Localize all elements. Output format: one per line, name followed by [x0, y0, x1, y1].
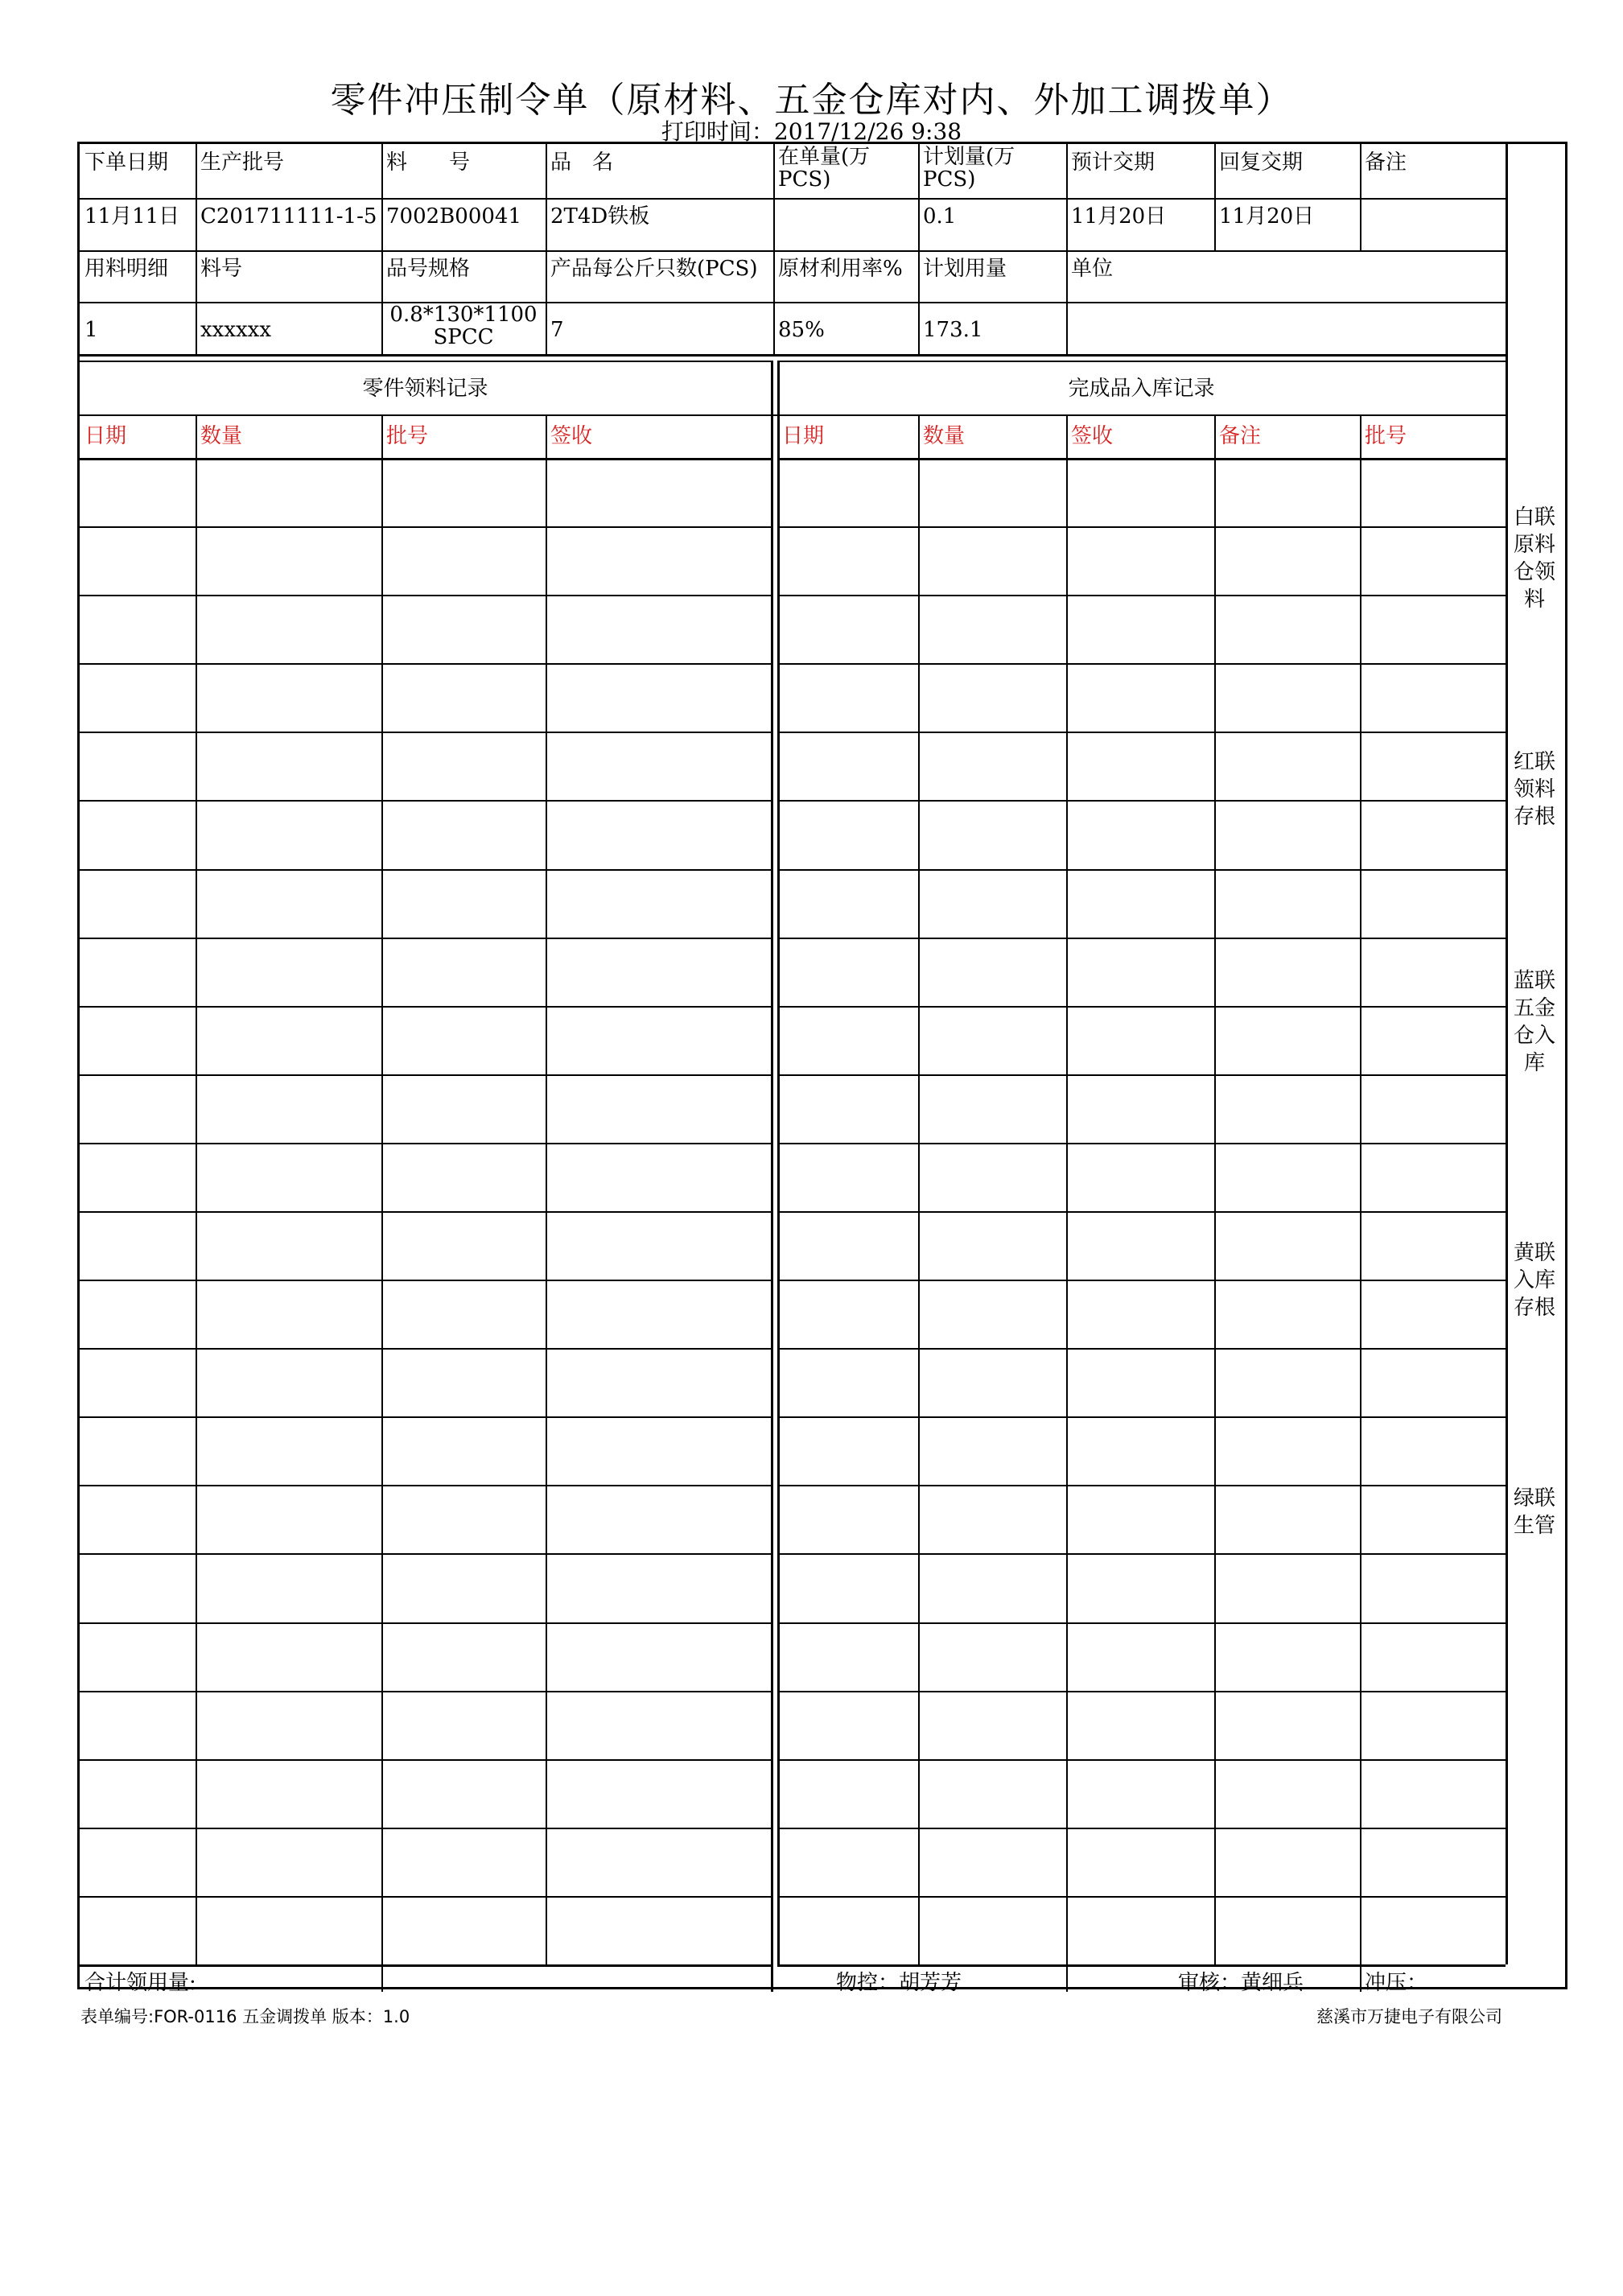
column-divider — [381, 144, 383, 250]
table-row — [777, 1622, 1506, 1624]
material-header-label: 产品每公斤只数(PCS) — [550, 257, 758, 281]
table-row — [80, 732, 771, 733]
order-header-label: 预计交期 — [1071, 150, 1155, 175]
table-row — [80, 1691, 771, 1692]
receipt-column-header: 日期 — [782, 424, 825, 448]
table-row — [777, 1759, 1506, 1761]
table-row — [80, 869, 771, 871]
material-header-label: 料号 — [200, 257, 243, 281]
issue-column-header: 数量 — [200, 424, 243, 448]
material-header-label: 原材利用率% — [778, 257, 903, 281]
table-row — [80, 1074, 771, 1076]
column-divider — [773, 250, 775, 354]
order-header-label: 备注 — [1365, 150, 1407, 175]
column-divider — [1360, 144, 1361, 250]
column-divider — [918, 250, 920, 354]
order-form-table — [77, 142, 1567, 1992]
order-header-label: 回复交期 — [1219, 150, 1304, 175]
table-row — [777, 1280, 1506, 1281]
section-title-material-issue: 零件领料记录 — [362, 377, 488, 401]
column-divider — [546, 414, 547, 1964]
column-divider — [196, 250, 197, 354]
section-title-finished-goods: 完成品入库记录 — [1068, 377, 1215, 401]
section-top-border — [80, 361, 771, 362]
column-divider — [381, 1964, 383, 1992]
column-divider — [381, 250, 383, 354]
header-row-divider — [80, 354, 1506, 357]
material-header-value: 85% — [778, 318, 825, 342]
copy-colour-label: 红联领料存根 — [1513, 750, 1555, 829]
order-header-value: 11月11日 — [84, 204, 180, 229]
table-row — [777, 1828, 1506, 1829]
header-row-divider — [80, 198, 1506, 200]
table-row — [777, 663, 1506, 665]
column-divider — [1214, 144, 1216, 250]
order-header-value: C201711111-1-5 — [200, 204, 377, 229]
column-divider — [773, 144, 775, 250]
table-row — [777, 1143, 1506, 1144]
order-header-value — [773, 198, 918, 250]
column-divider — [918, 414, 920, 1964]
column-divider — [1214, 414, 1216, 1964]
table-row — [80, 1485, 771, 1486]
table-row — [80, 595, 771, 596]
column-divider — [1066, 414, 1068, 1964]
column-divider — [1066, 144, 1068, 250]
material-header-value — [1066, 302, 1506, 354]
table-row — [80, 458, 771, 460]
header-row-divider — [80, 250, 1506, 252]
column-divider — [1066, 250, 1068, 354]
order-header-label: 在单量(万PCS) — [778, 145, 871, 192]
table-row — [777, 1691, 1506, 1692]
order-header-value: 11月20日 — [1071, 204, 1167, 229]
material-header-value: 7 — [550, 318, 564, 342]
column-divider — [546, 144, 547, 250]
order-header-value: 11月20日 — [1219, 204, 1315, 229]
column-divider — [196, 414, 197, 1964]
table-row — [777, 1553, 1506, 1555]
order-header-value: 7002B00041 — [386, 204, 521, 229]
material-header-label: 用料明细 — [84, 257, 169, 281]
column-divider — [546, 250, 547, 354]
print-time: 打印时间：2017/12/26 9:38 — [661, 119, 962, 143]
order-header-value: 0.1 — [923, 204, 957, 229]
material-header-label: 计划用量 — [923, 257, 1007, 281]
table-row — [80, 800, 771, 802]
material-control-signature: 物控：胡芳芳 — [835, 1971, 962, 1992]
material-header-value: 173.1 — [923, 318, 983, 342]
table-row — [80, 938, 771, 939]
reviewer-signature: 审核：黄细兵 — [1177, 1971, 1304, 1992]
issue-column-header: 签收 — [550, 424, 593, 448]
order-header-label: 计划量(万PCS) — [923, 145, 1015, 192]
section-split-right — [777, 361, 780, 1964]
table-row — [777, 1896, 1506, 1898]
table-row — [80, 1006, 771, 1008]
column-divider — [918, 144, 920, 250]
table-row — [80, 1416, 771, 1418]
table-row — [777, 458, 1506, 460]
issue-column-header: 日期 — [84, 424, 127, 448]
table-row — [80, 1553, 771, 1555]
material-header-label: 品号规格 — [386, 257, 471, 281]
copy-colour-label: 黄联入库存根 — [1513, 1241, 1555, 1320]
table-row — [777, 1211, 1506, 1213]
order-header-label: 品 名 — [550, 150, 614, 175]
section-split-left — [771, 361, 773, 1992]
table-row — [80, 526, 771, 528]
header-row-divider — [80, 302, 1506, 303]
column-divider — [196, 144, 197, 250]
table-row — [777, 526, 1506, 528]
table-row — [777, 732, 1506, 733]
order-header-value: 2T4D铁板 — [550, 204, 650, 229]
table-row — [777, 595, 1506, 596]
receipt-column-header: 数量 — [923, 424, 966, 448]
table-row — [80, 1348, 771, 1350]
table-row — [777, 1485, 1506, 1486]
copy-colour-label: 蓝联五金仓入库 — [1513, 969, 1555, 1075]
document-title: 零件冲压制令单（原材料、五金仓库对内、外加工调拨单） — [330, 80, 1293, 121]
column-divider — [1360, 414, 1361, 1964]
order-header-label: 生产批号 — [200, 150, 285, 175]
table-row — [777, 800, 1506, 802]
table-row — [80, 663, 771, 665]
table-row — [777, 869, 1506, 871]
company-name: 慈溪市万捷电子有限公司 — [1316, 2007, 1502, 2026]
material-header-value: 1 — [84, 318, 98, 342]
copy-colour-label: 绿联生管 — [1513, 1486, 1555, 1538]
receipt-column-header: 签收 — [1071, 424, 1114, 448]
table-row — [80, 1828, 771, 1829]
table-row — [777, 1006, 1506, 1008]
issue-column-header: 批号 — [386, 424, 429, 448]
table-row — [80, 1143, 771, 1144]
table-row — [777, 1416, 1506, 1418]
table-row — [80, 1896, 771, 1898]
order-header-label: 料 号 — [386, 150, 471, 175]
table-row — [80, 1280, 771, 1281]
order-header-label: 下单日期 — [84, 150, 169, 175]
table-row — [777, 1074, 1506, 1076]
material-header-label: 单位 — [1071, 257, 1114, 281]
column-divider — [381, 414, 383, 1964]
stamping-signature: 冲压： — [1365, 1971, 1428, 1992]
table-row — [80, 1759, 771, 1761]
table-row — [80, 1211, 771, 1213]
order-header-value — [1360, 198, 1506, 250]
table-row — [777, 938, 1506, 939]
form-number: 表单编号:FOR-0116 五金调拨单 版本：1.0 — [80, 2007, 410, 2026]
receipt-column-header: 备注 — [1219, 424, 1262, 448]
table-row — [777, 1348, 1506, 1350]
section-top-border — [777, 361, 1506, 362]
total-usage-label: 合计领用量: — [84, 1971, 196, 1992]
material-header-value: xxxxxx — [200, 318, 271, 342]
copy-colour-label: 白联原料仓领料 — [1513, 505, 1555, 612]
receipt-column-header: 批号 — [1365, 424, 1407, 448]
material-header-value: 0.8*130*1100 SPCC — [389, 303, 538, 349]
table-row — [80, 1622, 771, 1624]
